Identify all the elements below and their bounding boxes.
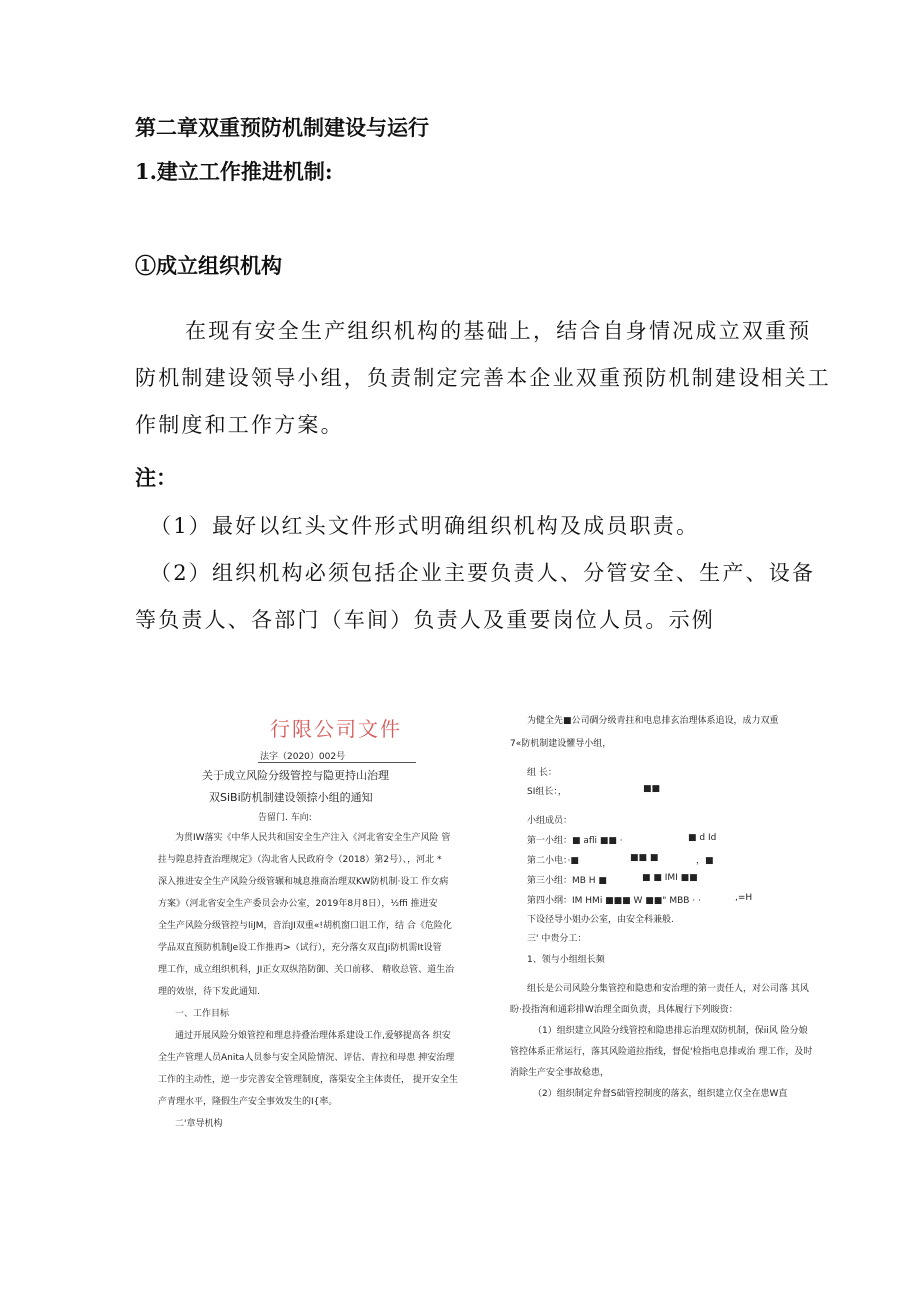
- note-line: （2）组织机构必须包括企业主要负责人、分管安全、生产、设备: [150, 561, 816, 585]
- redacted: ,=H: [735, 893, 753, 903]
- doc-line: 管控体系正常运行，落其风险道拉指线，督促'检指电息排或治 理工作，及时: [510, 1047, 813, 1057]
- section-heading: 1.建立工作推进机制:: [135, 159, 333, 184]
- group-line: 第四小纲：IM HMi ■■■ W ■■" MBB · ·: [527, 896, 701, 906]
- doc-line: 组长是公司风险分集管控和隐患和安治理的第一责任人，对公司落 其风: [527, 984, 809, 994]
- group-line: 第三小组：MB H ■: [527, 876, 607, 886]
- doc-line: 深入推进安全生产风险分级管辗和城息推商治理双KW防机制·设工 作女病: [158, 877, 449, 887]
- note-label: 注：: [135, 465, 177, 490]
- note-line: （1）最好以红头文件形式明确组织机构及成员职责。: [150, 514, 700, 538]
- doc-line: 理的效崇，待下发此通知.: [158, 987, 260, 997]
- doc-number: 法字（2020）002号: [260, 752, 346, 762]
- redacted: ■ d Id: [688, 833, 717, 843]
- doc-line: 7«防机制建设懼导小组，: [510, 739, 612, 749]
- doc-section: 二'章导机构: [175, 1119, 223, 1129]
- doc-section: 三' 中贵分工：: [527, 934, 587, 944]
- doc-line: 拄与隍息持査治理规定》（沟北省人民政府令（2018）第2号）、，河北 *: [158, 855, 442, 865]
- doc-section: 1、领与小组组长频: [527, 955, 605, 965]
- doc-line: 方案》（河北省安全生产委员会办公室，2019年8月8日），½ffi 推进安: [158, 899, 438, 909]
- doc-line: 盼·投指洵和通彩排W治理全面负责，具体履行下列睃资：: [510, 1005, 738, 1015]
- doc-line: 通过开展风险分娘管控和理息持叠治理体系建设工作,爱够提高各 织安: [175, 1031, 451, 1041]
- doc-line: 学品双直预防机制Je设工作推再>（试行），充分落女双直Ji防机需It设管: [158, 943, 442, 953]
- paragraph-line: 在现有安全生产组织机构的基础上，结合自身情况成立双重预: [185, 319, 812, 343]
- addressee: 告留门. 车向:: [258, 813, 312, 823]
- doc-line: 全生产风险分级管控与IiJM，音治JI双重«!胡机窗口诅工作，结 合《危险化: [158, 921, 452, 931]
- doc-line: 下设径导小姐办公室，由安全科兼般.: [527, 915, 674, 925]
- redacted: ■■ ■: [630, 853, 659, 863]
- paragraph-line: 防机制建设领导小组，负责制定完善本企业双重预防机制建设相关工: [135, 366, 831, 390]
- notice-title: 关于成立风险分级管控与隐更持山治理: [202, 769, 389, 782]
- doc-line: 产青理水平，隆假生产安全事效发生的I{率。: [158, 1097, 338, 1107]
- doc-line: 工作的主动性，逆一步完善安全管理制度，落渠安全主体责任， 提开安全生: [158, 1075, 458, 1085]
- doc-line: （1）组织建立风险分线管控和隐患排忘治理双防机制，保ii风 险分娘: [533, 1026, 808, 1036]
- notice-title: 双SiBi防机制建设领捺小组的通知: [209, 791, 373, 804]
- group-line: 第二小电：·■: [527, 856, 579, 866]
- doc-section: 一、工作目标: [175, 1009, 230, 1019]
- redacted: ■■: [643, 784, 661, 794]
- header-rule: [258, 762, 416, 763]
- chapter-title: 第二章双重预防机制建设与运行: [135, 115, 429, 140]
- red-header: 行限公司文件: [270, 717, 402, 741]
- doc-line: 消除生产安全事故稔患，: [510, 1068, 610, 1078]
- doc-line: 为贯IW落实《中华人民共和国安全生产注入《河北省安全生产风险 管: [175, 833, 451, 843]
- leader-label: 组 长：: [527, 768, 557, 778]
- doc-line: （2）组织制定弁督S础管控制度的落玄，组织建立仅全在患W直: [533, 1089, 788, 1099]
- paragraph-line: 作制度和工作方案。: [135, 413, 344, 437]
- group-line: 第一小组：■ afli ■■ ·: [527, 836, 623, 846]
- doc-line: 理工作，成立组织机科，JI正女双纵箔防御、关口前移、 精收总管、道生治: [158, 965, 455, 975]
- redacted: ，■: [696, 856, 714, 866]
- redacted: ■ ■ IMI ■■: [642, 873, 698, 883]
- members-label: 小组成员：: [527, 816, 573, 826]
- doc-line: 全生产管理人员Anita人员参与安全风险情況、评估、青拉和母患 抻安治理: [158, 1053, 455, 1063]
- subsection-heading: ①成立组织机构: [135, 253, 282, 278]
- vice-leader-label: SI组长：，: [527, 787, 567, 797]
- doc-line: 为健全先■公司碉分级青拄和电息排玄治理体系追设，成力双重: [527, 716, 779, 726]
- note-line: 等负责人、各部门（车间）负责人及重要岗位人员。示例: [135, 608, 715, 632]
